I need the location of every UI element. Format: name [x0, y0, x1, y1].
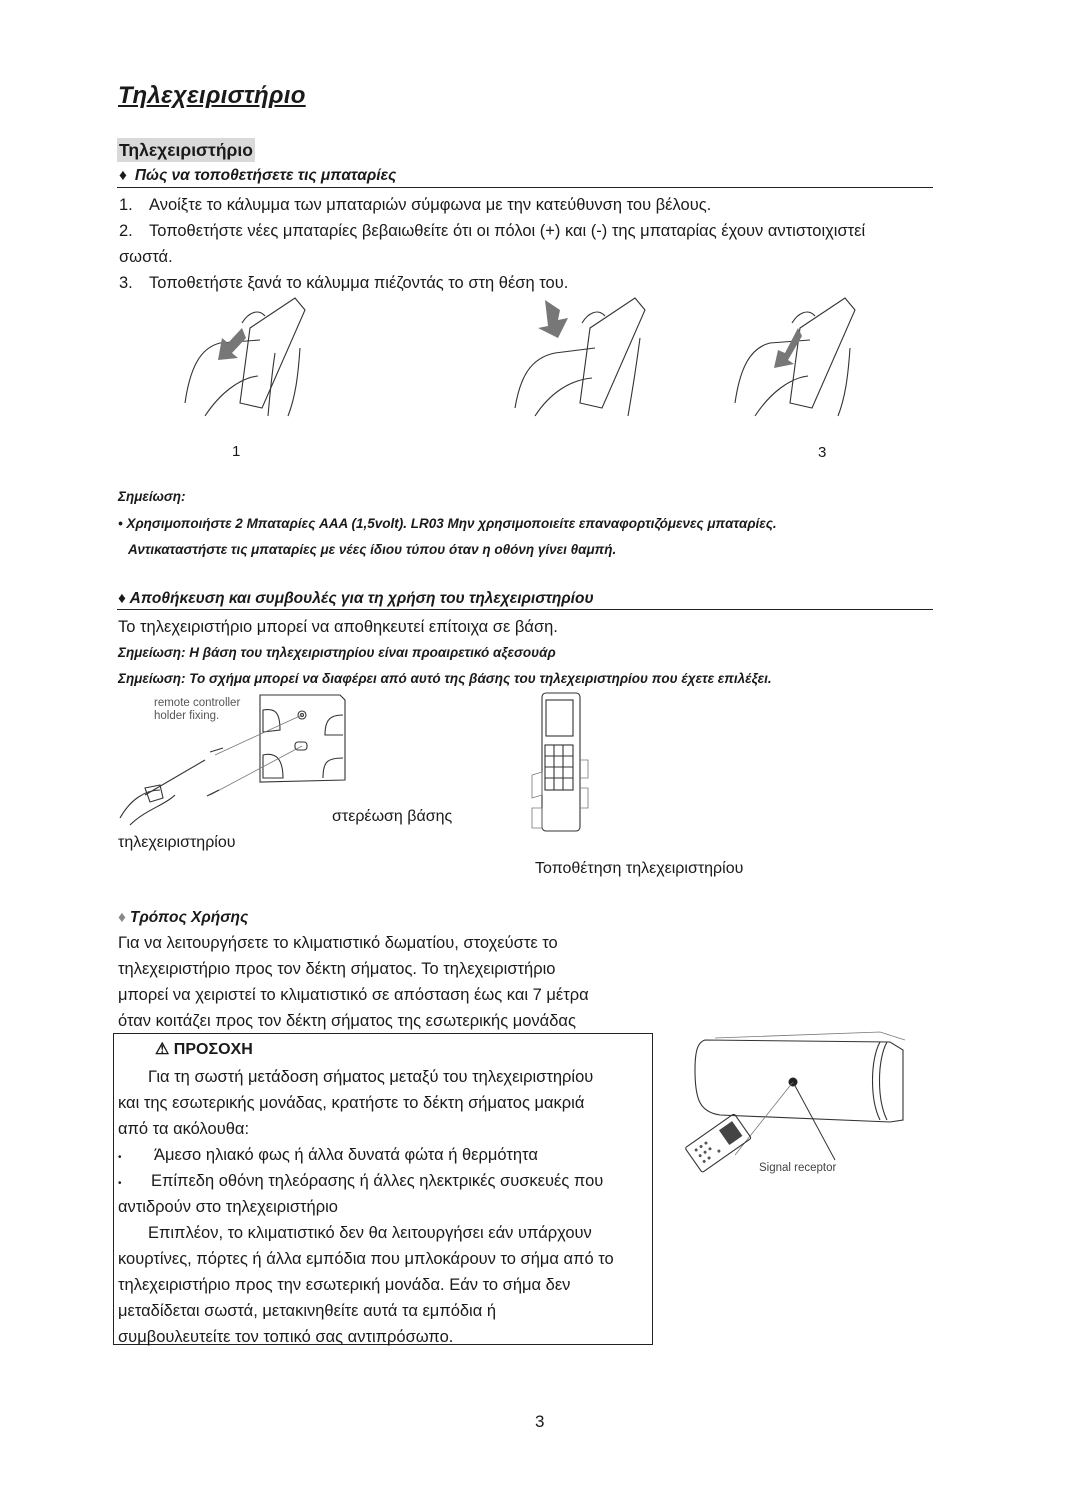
remote-in-holder-caption: Τοποθέτηση τηλεχειριστηρίου	[535, 860, 744, 877]
caution-line: Για τη σωστή μετάδοση σήματος μεταξύ του τηλεχειριστηρίου	[148, 1068, 594, 1086]
signal-receptor-label: Signal receptor	[759, 1162, 837, 1174]
usage-line: Για να λειτουργήσετε το κλιματιστικό δωματίου, στοχεύστε το	[118, 934, 558, 952]
caution-para2-line: τηλεχειριστήριο προς την εσωτερική μονάδα. Εάν το σήμα δεν	[118, 1276, 571, 1294]
section-subtitle: Τηλεχειριστήριο	[119, 140, 253, 160]
caution-para2-line: συμβουλευτείτε τον τοπικό σας αντιπρόσωπο.	[118, 1328, 454, 1346]
figure-label-1: 1	[232, 443, 241, 460]
holder-fixing-illustration	[115, 690, 365, 830]
usage-line: όταν κοιτάζει προς τον δέκτη σήματος της εσωτερικής μονάδας	[118, 1012, 576, 1030]
storage-body: Το τηλεχειριστήριο μπορεί να αποθηκευτεί επίτοιχα σε βάση.	[118, 618, 558, 636]
caution-bullet-continuation: αντιδρούν στο τηλεχειριστήριο	[118, 1198, 338, 1216]
step-3: 3. Τοποθετήστε ξανά το κάλυμμα πιέζοντάς το στη θέση του.	[119, 274, 569, 292]
caution-bullet: • Επίπεδη οθόνη τηλεόρασης ή άλλες ηλεκτρικές συσκευές που	[118, 1172, 604, 1190]
battery-close-illustration	[730, 298, 880, 418]
storage-section-heading: ♦ Αποθήκευση και συμβουλές για τη χρήση του τηλεχειριστηρίου	[118, 590, 594, 607]
warning-triangle-icon: ⚠	[155, 1041, 170, 1058]
section-divider	[117, 187, 933, 188]
battery-note-line-2: Αντικαταστήστε τις μπαταρίες με νέες ίδιου τύπου όταν η οθόνη γίνει θαμπή.	[128, 542, 617, 557]
battery-open-illustration	[180, 298, 330, 418]
caution-para2-line: κουρτίνες, πόρτες ή άλλα εμπόδια που μπλοκάρουν το σήμα από το	[118, 1250, 614, 1268]
usage-line: μπορεί να χειριστεί το κλιματιστικό σε απόσταση έως και 7 μέτρα	[118, 986, 589, 1004]
caution-bullet: • Άμεσο ηλιακό φως ή άλλα δυνατά φώτα ή θερμότητα	[118, 1146, 538, 1164]
storage-note-1: Σημείωση: Η βάση του τηλεχειριστηρίου είναι προαιρετικό αξεσουάρ	[118, 645, 556, 660]
step-1: 1. Ανοίξτε το κάλυμμα των μπαταριών σύμφωνα με την κατεύθυνση του βέλους.	[119, 196, 712, 214]
figure-label-3: 3	[818, 444, 827, 461]
holder-fixing-caption-a: στερέωση βάσης	[332, 808, 453, 825]
holder-fixing-label: remote controller holder fixing.	[154, 697, 241, 722]
ac-unit-signal-illustration	[665, 1030, 915, 1220]
note-label: Σημείωση:	[118, 489, 186, 504]
page-title: Τηλεχειριστήριο	[118, 82, 306, 109]
holder-fixing-caption-b: τηλεχειριστηρίου	[118, 834, 236, 851]
step-2-continuation: σωστά.	[119, 248, 173, 266]
diamond-bullet-icon: ♦	[119, 167, 127, 184]
caution-line: από τα ακόλουθα:	[118, 1120, 250, 1138]
storage-note-2: Σημείωση: Το σχήμα μπορεί να διαφέρει από αυτό της βάσης του τηλεχειριστηρίου που έχετε επιλέξει.	[118, 671, 772, 686]
caution-para2-line: Επιπλέον, το κλιματιστικό δεν θα λειτουργήσει εάν υπάρχουν	[148, 1224, 592, 1242]
remote-in-holder-illustration	[530, 690, 600, 832]
battery-section-heading: ♦ Πώς να τοποθετήσετε τις μπαταρίες	[119, 167, 397, 184]
caution-line: και της εσωτερικής μονάδας, κρατήστε το δέκτη σήματος μακριά	[118, 1094, 585, 1112]
battery-note-line-1: • Χρησιμοποιήστε 2 Μπαταρίες AAA (1,5volt). LR03 Μην χρησιμοποιείτε επαναφορτιζόμενες μπαταρίες.	[118, 516, 777, 531]
battery-insert-illustration	[510, 298, 660, 418]
usage-line: τηλεχειριστήριο προς τον δέκτη σήματος. Το τηλεχειριστήριο	[118, 960, 556, 978]
caution-title: ⚠ ΠΡΟΣΟΧΗ	[155, 1041, 253, 1058]
usage-section-heading: ♦ Τρόπος Χρήσης	[118, 909, 249, 926]
section-divider	[117, 609, 933, 610]
step-2: 2. Τοποθετήστε νέες μπαταρίες βεβαιωθείτε ότι οι πόλοι (+) και (-) της μπαταρίας έχουν αντιστοιχιστεί	[119, 222, 866, 240]
page-number: 3	[535, 1412, 545, 1431]
diamond-bullet-icon: ♦	[118, 909, 126, 926]
caution-para2-line: μεταδίδεται σωστά, μετακινηθείτε αυτά τα εμπόδια ή	[118, 1302, 497, 1320]
